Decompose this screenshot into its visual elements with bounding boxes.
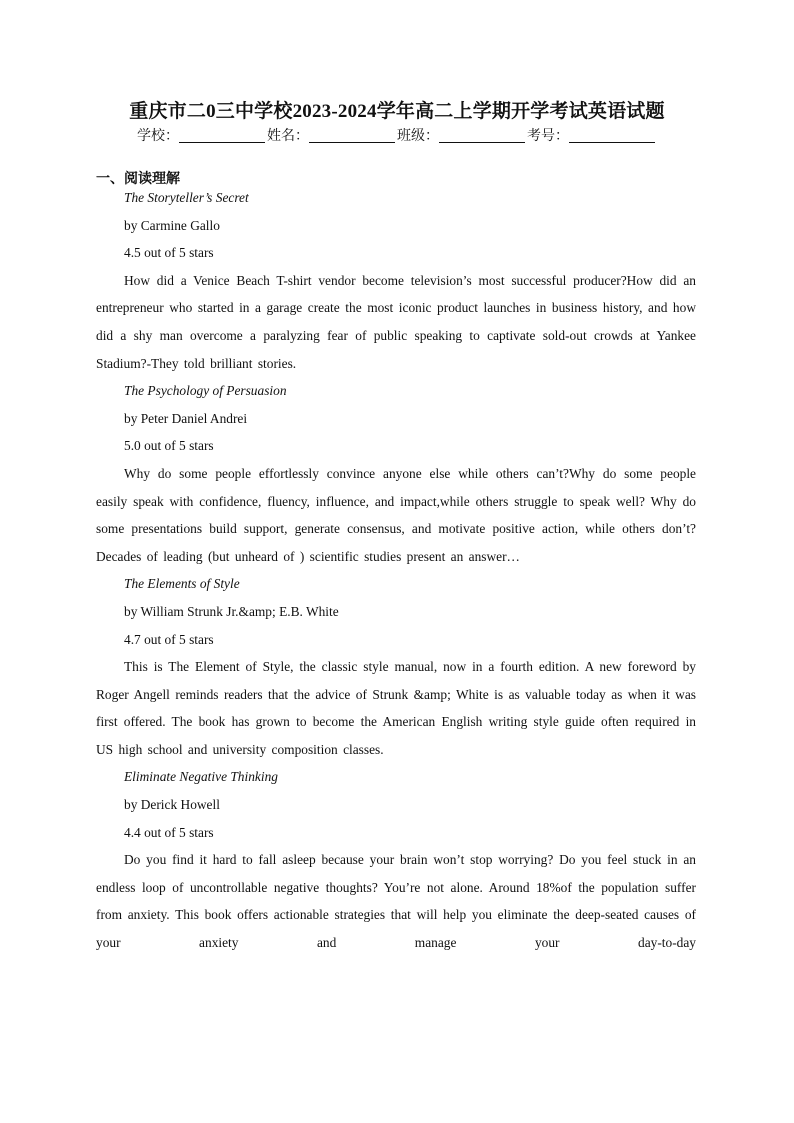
student-info-row bbox=[0, 125, 794, 145]
book-author: by Peter Daniel Andrei bbox=[124, 410, 248, 426]
book-title: The Elements of Style bbox=[124, 576, 240, 592]
class-blank bbox=[439, 128, 525, 143]
book-author: by William Strunk Jr.&amp; E.B. White bbox=[124, 603, 339, 619]
book-rating: 4.4 out of 5 stars bbox=[124, 824, 214, 840]
reading-passage bbox=[96, 184, 696, 957]
class-label: 班级： bbox=[397, 129, 439, 144]
book-description: Why do some people effortlessly convince anyone else while others can’t?Why do some people easily speak with confidence, fluency, influence, and impact,while others struggle to speak well? Why do some presentations build support, generate consensus, and motivate positive action, while others don’t? Decades of leading (but unheard of ) scientific studies present an answer… bbox=[96, 465, 696, 564]
book-description: Do you find it hard to fall asleep because your brain won’t stop worrying? Do you feel stuck in an endless loop of uncontrollable negative thoughts? You’re not alone. Around 18%of the population suffer from anxiety. This book offers actionable strategies that will help you eliminate the deep-seated causes of your anxiety and manage your day-to-day bbox=[96, 852, 696, 951]
book-rating: 4.5 out of 5 stars bbox=[124, 245, 214, 261]
school-label: 学校： bbox=[137, 129, 179, 144]
book-description: How did a Venice Beach T-shirt vendor become television’s most successful producer?How did an entrepreneur who started in a garage create the most iconic product launches in business history, and how did a shy man overcome a paralyzing fear of public speaking to captivate sold-out crowds at Yankee Stadium?-They told brilliant stories. bbox=[96, 272, 696, 371]
book-author: by Carmine Gallo bbox=[124, 217, 220, 233]
school-blank bbox=[179, 128, 265, 143]
book-title: The Psychology of Persuasion bbox=[124, 383, 287, 399]
name-blank bbox=[309, 128, 395, 143]
book-title: The Storyteller’s Secret bbox=[124, 190, 249, 205]
section-heading: 一、阅读理解 bbox=[96, 172, 180, 187]
name-label: 姓名： bbox=[267, 129, 309, 144]
book-rating: 4.7 out of 5 stars bbox=[124, 631, 214, 647]
book-rating: 5.0 out of 5 stars bbox=[124, 438, 214, 454]
exam-number-blank bbox=[569, 128, 655, 143]
book-title: Eliminate Negative Thinking bbox=[124, 769, 278, 785]
exam-number-label: 考号： bbox=[527, 129, 569, 144]
book-author: by Derick Howell bbox=[124, 797, 220, 813]
book-description: This is The Element of Style, the classic style manual, now in a fourth edition. A new foreword by Roger Angell reminds readers that the advice of Strunk &amp; White is as valuable today as when it was first offered. The book has grown to become the American English writing style guide often required in US high school and university composition classes. bbox=[96, 659, 696, 757]
page-title: 重庆市二0三中学校2023-2024学年高二上学期开学考试英语试题 bbox=[129, 101, 665, 122]
